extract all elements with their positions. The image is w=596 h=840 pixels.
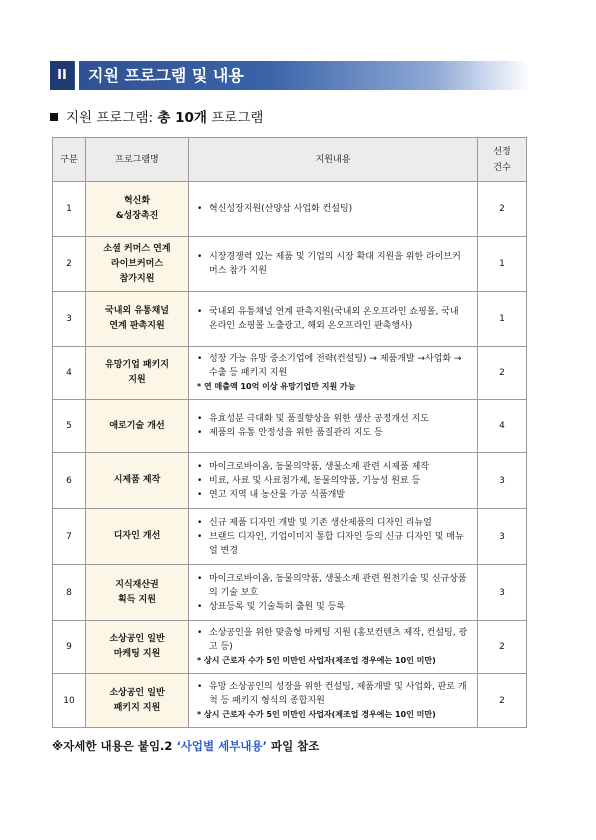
table-row [53,237,527,292]
selection-count: 3 [478,453,527,509]
program-name-line: 소상공인 일반 [109,634,165,644]
program-name-line: 마케팅 지원 [113,649,161,659]
support-item: • 신규 제품 디자인 개발 및 기존 생산제품의 디자인 리뉴얼 [197,516,469,530]
program-name-line: &성장촉진 [115,211,159,221]
selection-count: 4 [478,400,527,453]
banner-divider [75,61,79,90]
program-name [86,565,189,621]
row-number: 2 [53,237,86,292]
footer-highlight: ‘사업별 세부내용’ [176,739,267,753]
program-name-line: 혁신화 [123,196,151,206]
selection-count: 1 [478,237,527,292]
header-support-content: 지원내용 [189,138,478,182]
selection-count: 2 [478,621,527,674]
program-name-line: 국내외 유통채널 [105,306,169,316]
program-name-line: 시제품 제작 [113,475,161,485]
row-number: 10 [53,674,86,728]
square-bullet-icon [50,113,58,121]
table-row [53,674,527,728]
support-item: • 비료, 사료 및 사료첨가제, 동물의약품, 기능성 원료 등 [197,474,469,488]
header-count-line2: 건수 [493,162,511,173]
program-name-line: 애로기술 개선 [109,420,165,431]
table-row [53,509,527,565]
selection-count: 2 [478,347,527,400]
table-row [53,292,527,347]
summary-count: 총 10개 [157,110,207,126]
support-item: • 소상공인을 위한 맞춤형 마케팅 지원 (홍보컨텐츠 제작, 컨설팅, 광고 등) [197,626,469,654]
program-name-line: 연계 판촉지원 [109,321,165,331]
footer-note [52,738,319,754]
section-banner [50,61,530,90]
program-table [52,137,527,728]
selection-count: 3 [478,509,527,565]
row-number: 5 [53,400,86,453]
support-item: • 국내외 유통채널 연계 판촉지원(국내외 온오프라인 쇼핑몰, 국내 온라인 쇼핑몰 노출광고, 해외 온오프라인 판촉행사) [197,305,469,333]
eligibility-note: * 상시 근로자 수가 5인 미만인 사업자(제조업 경우에는 10인 미만) [197,656,436,665]
support-item: • 혁신성장지원(산양삼 사업화 컨설팅) [197,202,469,216]
program-name-line: 유망기업 패키지 [105,360,169,370]
program-name [86,237,189,292]
support-item: • 마이크로바이옴, 동물의약품, 생물소재 관련 시제품 제작 [197,460,469,474]
program-name [86,621,189,674]
support-content [189,237,478,292]
program-name-line: 참가지원 [119,273,155,284]
row-number: 7 [53,509,86,565]
table-row [53,347,527,400]
support-content [189,453,478,509]
row-number: 1 [53,182,86,237]
program-name-line: 지원 [128,375,146,385]
table-row [53,453,527,509]
table-row [53,565,527,621]
support-content [189,674,478,728]
support-content [189,621,478,674]
selection-count: 2 [478,182,527,237]
support-item: • 브랜드 디자인, 기업이미지 통합 디자인 등의 신규 디자인 및 매뉴얼 변경 [197,530,469,558]
support-content [189,565,478,621]
support-item: • 유망 소상공인의 성장을 위한 컨설팅, 제품개발 및 사업화, 판로 개척 등 패키지 형식의 종합지원 [197,680,469,708]
support-content [189,347,478,400]
program-name-line: 라이브커머스 [110,258,164,269]
summary-prefix: 지원 프로그램: [66,110,158,126]
program-name-line: 소셜 커머스 연계 [103,243,171,254]
support-item: • 시장경쟁력 있는 제품 및 기업의 시장 확대 지원을 위한 라이브커머스 참가 지원 [197,250,469,278]
program-name [86,674,189,728]
row-number: 8 [53,565,86,621]
support-item: • 유효성분 극대화 및 품질향상을 위한 생산 공정개선 지도 [197,412,469,426]
row-number: 4 [53,347,86,400]
table-row [53,182,527,237]
support-item: • 성장 가능 유망 중소기업에 전략(컨설팅) → 제품개발 →사업화 → 수출 등 패키지 지원 [197,352,469,380]
program-name-line: 지식재산권 [115,579,159,590]
selection-count: 2 [478,674,527,728]
program-name-line: 획득 지원 [118,594,156,605]
program-summary [50,106,263,126]
program-name-line: 패키지 지원 [113,702,161,713]
program-name-line: 디자인 개선 [113,531,161,541]
support-content [189,509,478,565]
support-item: • 마이크로바이옴, 동물의약품, 생물소재 관련 원천기술 및 신규상품의 기술 보호 [197,572,469,600]
section-title: 지원 프로그램 및 내용 [88,66,244,85]
support-item: • 연고 지역 내 농산물 가공 식품개발 [197,488,469,502]
table-header-row [53,138,527,182]
support-content [189,292,478,347]
table-row [53,621,527,674]
support-item: • 상표등록 및 기술특허 출원 및 등록 [197,600,469,614]
header-program-name: 프로그램명 [86,138,189,182]
section-number: II [50,61,74,90]
support-content [189,182,478,237]
program-name [86,347,189,400]
table-row [53,400,527,453]
summary-suffix: 프로그램 [206,110,264,126]
program-name [86,453,189,509]
row-number: 9 [53,621,86,674]
row-number: 6 [53,453,86,509]
eligibility-note: * 연 매출액 10억 이상 유망기업만 지원 가능 [197,382,356,391]
program-name [86,182,189,237]
program-name [86,509,189,565]
header-category: 구분 [53,138,86,182]
row-number: 3 [53,292,86,347]
program-name [86,292,189,347]
support-item: • 제품의 유통 안정성을 위한 품질관리 지도 등 [197,426,469,440]
program-name-line: 소상공인 일반 [109,687,165,698]
eligibility-note: * 상시 근로자 수가 5인 미만인 사업자(제조업 경우에는 10인 미만) [197,709,436,719]
support-content [189,400,478,453]
header-count-line1: 선정 [493,146,511,157]
selection-count: 1 [478,292,527,347]
footer-prefix: ※자세한 내용은 붙임.2 [52,739,177,753]
header-selection-count [478,138,527,182]
program-name [86,400,189,453]
footer-suffix: 파일 참조 [266,739,320,753]
selection-count: 3 [478,565,527,621]
